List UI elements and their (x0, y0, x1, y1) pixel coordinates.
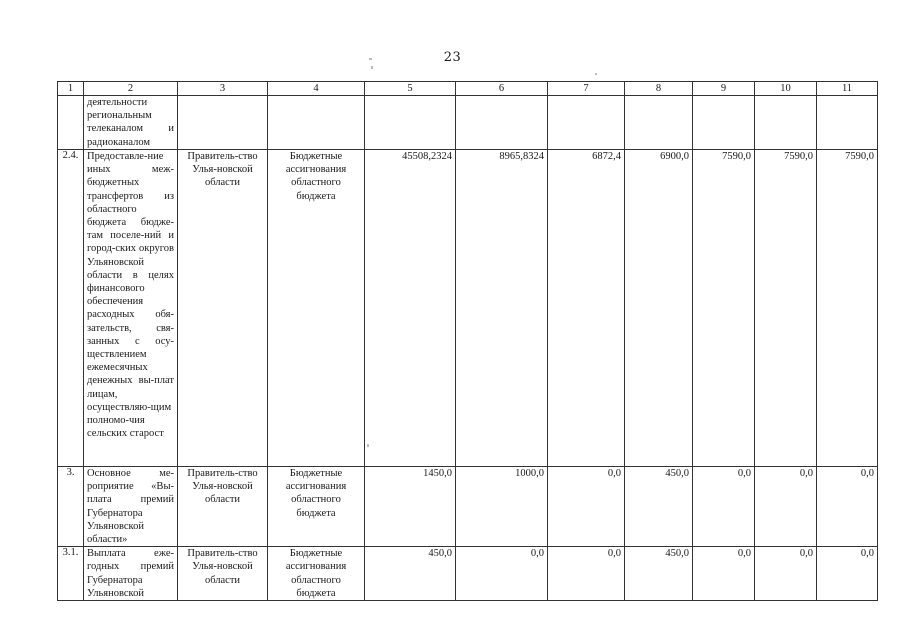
col-header: 5 (365, 82, 456, 96)
value-year: 0,0 (693, 547, 755, 601)
value-year: 0,0 (817, 467, 878, 547)
value-year: 450,0 (625, 547, 693, 601)
executor: Правитель-ство Улья-новской области (178, 467, 268, 547)
value-year (456, 96, 548, 150)
value-year: 450,0 (625, 467, 693, 547)
value-year: 0,0 (548, 547, 625, 601)
row-number: 2.4. (58, 150, 84, 467)
value-year (625, 96, 693, 150)
budget-table (57, 81, 878, 601)
value-year: 6900,0 (625, 150, 693, 467)
col-header: 3 (178, 82, 268, 96)
scan-speck (369, 58, 372, 60)
funding-source: Бюджетные ассигнования областного бюджета (268, 150, 365, 467)
col-header: 2 (84, 82, 178, 96)
row-number: 3.1. (58, 547, 84, 601)
measure-name: Выплата еже-годных премий Губернатора Ульяновской (84, 547, 178, 601)
funding-source (268, 96, 365, 150)
measure-name: Основное ме-роприятие «Вы-плата премий Губернатора Ульяновской области» (84, 467, 178, 547)
value-year: 0,0 (548, 467, 625, 547)
table-row (58, 96, 878, 150)
value-total: 450,0 (365, 547, 456, 601)
header-row (58, 82, 878, 96)
col-header: 1 (58, 82, 84, 96)
row-number (58, 96, 84, 150)
value-year: 8965,8324 (456, 150, 548, 467)
value-year (755, 96, 817, 150)
value-year: 0,0 (817, 547, 878, 601)
col-header: 10 (755, 82, 817, 96)
value-year: 0,0 (693, 467, 755, 547)
value-year: 6872,4 (548, 150, 625, 467)
executor (178, 96, 268, 150)
page-number: 23 (443, 50, 462, 65)
executor: Правитель-ство Улья-новской области (178, 150, 268, 467)
col-header: 9 (693, 82, 755, 96)
value-year (548, 96, 625, 150)
table-row (58, 150, 878, 467)
value-year: 0,0 (755, 547, 817, 601)
scan-speck (595, 73, 597, 75)
value-total: 45508,2324 (365, 150, 456, 467)
value-year: 7590,0 (817, 150, 878, 467)
table-row (58, 547, 878, 601)
value-year: 0,0 (456, 547, 548, 601)
funding-source: Бюджетные ассигнования областного бюджета (268, 467, 365, 547)
value-year: 1000,0 (456, 467, 548, 547)
value-total: 1450,0 (365, 467, 456, 547)
measure-name: Предоставле-ние иных меж-бюджетных трансфертов из областного бюджета бюдже-там поселе-ний и город-ских округов Ульяновской области в целях финансового обеспечения расходных обя-зательств, свя-занных с осу-ществлением ежемесячных денежных вы-плат лицам, осуществляю-щим полномо-чия сельских старост (84, 150, 178, 467)
col-header: 6 (456, 82, 548, 96)
value-year: 0,0 (755, 467, 817, 547)
col-header: 4 (268, 82, 365, 96)
col-header: 8 (625, 82, 693, 96)
col-header: 7 (548, 82, 625, 96)
row-number: 3. (58, 467, 84, 547)
table-row (58, 467, 878, 547)
scan-speck (371, 66, 373, 69)
executor: Правитель-ство Улья-новской области (178, 547, 268, 601)
col-header: 11 (817, 82, 878, 96)
value-year: 7590,0 (693, 150, 755, 467)
value-year (817, 96, 878, 150)
measure-name: деятельности региональным телеканалом и радиоканалом (84, 96, 178, 150)
funding-source: Бюджетные ассигнования областного бюджета (268, 547, 365, 601)
value-year: 7590,0 (755, 150, 817, 467)
value-year (693, 96, 755, 150)
value-total (365, 96, 456, 150)
